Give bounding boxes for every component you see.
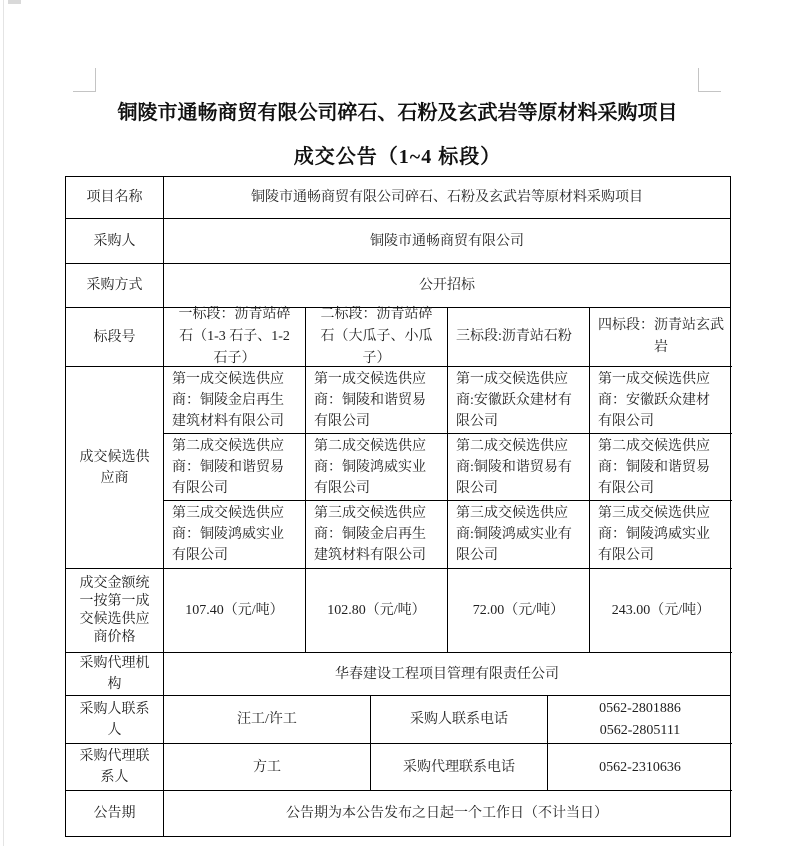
candidates-first-row	[164, 367, 732, 434]
notice-period-value: 公告期为本公告发布之日起一个工作日（不计当日）	[286, 806, 608, 821]
purchaser-phone-1: 0562-2801886	[599, 700, 681, 716]
section-4-cell: 四标段：沥青站玄武岩	[590, 308, 732, 367]
candidate-third-4: 第三成交候选供应商：铜陵鸿威实业有限公司	[590, 501, 732, 569]
agent-phone-value: 0562-2310636	[548, 744, 732, 791]
row-sections	[66, 308, 730, 367]
candidate-first-3: 第一成交候选供应商:安徽跃众建材有限公司	[448, 367, 590, 434]
row-candidates	[66, 367, 730, 569]
candidate-second-3: 第二成交候选供应商:铜陵和谐贸易有限公司	[448, 434, 590, 501]
announcement-table	[65, 176, 731, 837]
margin-crop-mark-right-icon	[698, 68, 721, 92]
row-method	[66, 264, 730, 308]
document-title-line1: 铜陵市通畅商贸有限公司碎石、石粉及玄武岩等原材料采购项目	[117, 102, 678, 124]
purchaser-contact-name: 汪工/许工	[164, 696, 371, 744]
candidate-third-1: 第三成交候选供应商：铜陵鸿威实业有限公司	[164, 501, 306, 569]
agency-label: 采购代理机构	[66, 653, 164, 696]
candidate-first-2: 第一成交候选供应商：铜陵和谐贸易有限公司	[306, 367, 448, 434]
candidate-first-1: 第一成交候选供应商：铜陵金启再生建筑材料有限公司	[164, 367, 306, 434]
agency-value: 华春建设工程项目管理有限责任公司	[164, 653, 730, 696]
candidates-label: 成交候选供应商	[66, 367, 164, 569]
notice-period-label: 公告期	[66, 791, 164, 836]
agent-contact-label: 采购代理联系人	[66, 744, 164, 791]
price-3-cell: 72.00（元/吨）	[448, 569, 590, 653]
purchaser-label: 采购人	[66, 219, 164, 264]
price-1-cell: 107.40（元/吨）	[164, 569, 306, 653]
candidates-third-row	[164, 501, 732, 569]
row-purchaser	[66, 219, 730, 264]
candidate-second-2: 第二成交候选供应商：铜陵鸿威实业有限公司	[306, 434, 448, 501]
page-corner-chip	[8, 0, 21, 4]
purchaser-contact-label: 采购人联系人	[66, 696, 164, 744]
row-price	[66, 569, 730, 653]
row-notice-period	[66, 791, 730, 836]
document-title-line2: 成交公告（1~4 标段）	[293, 146, 502, 168]
margin-crop-mark-left-icon	[73, 68, 96, 92]
candidate-first-4: 第一成交候选供应商：安徽跃众建材有限公司	[590, 367, 732, 434]
method-value: 公开招标	[164, 264, 730, 308]
section-2-cell: 二标段：沥青站碎石（大瓜子、小瓜子）	[306, 308, 448, 367]
purchaser-phone-value	[548, 696, 732, 744]
purchaser-phone-2: 0562-2805111	[599, 722, 681, 738]
price-4-cell: 243.00（元/吨）	[590, 569, 732, 653]
candidate-third-2: 第三成交候选供应商：铜陵金启再生建筑材料有限公司	[306, 501, 448, 569]
candidate-second-1: 第二成交候选供应商：铜陵和谐贸易有限公司	[164, 434, 306, 501]
section-1-cell: 一标段：沥青站碎石（1-3 石子、1-2 石子）	[164, 308, 306, 367]
candidate-second-4: 第二成交候选供应商：铜陵和谐贸易有限公司	[590, 434, 732, 501]
method-label: 采购方式	[66, 264, 164, 308]
candidates-second-row	[164, 434, 732, 501]
purchaser-value: 铜陵市通畅商贸有限公司	[164, 219, 730, 264]
project-name-value: 铜陵市通畅商贸有限公司碎石、石粉及玄武岩等原材料采购项目	[164, 177, 730, 219]
agent-phone-label: 采购代理联系电话	[371, 744, 548, 791]
row-agent-contact	[66, 744, 730, 791]
project-name-label: 项目名称	[66, 177, 164, 219]
sections-label: 标段号	[66, 308, 164, 367]
price-2-cell: 102.80（元/吨）	[306, 569, 448, 653]
section-3-cell: 三标段:沥青站石粉	[448, 308, 590, 367]
document-title	[0, 100, 795, 170]
row-purchaser-contact	[66, 696, 730, 744]
price-label: 成交金额统一按第一成交候选供应商价格	[66, 569, 164, 653]
purchaser-phone-label: 采购人联系电话	[371, 696, 548, 744]
row-agency	[66, 653, 730, 696]
candidates-grid	[164, 367, 732, 569]
row-project-name	[66, 177, 730, 219]
agent-contact-name: 方工	[164, 744, 371, 791]
candidate-third-3: 第三成交候选供应商:铜陵鸿威实业有限公司	[448, 501, 590, 569]
